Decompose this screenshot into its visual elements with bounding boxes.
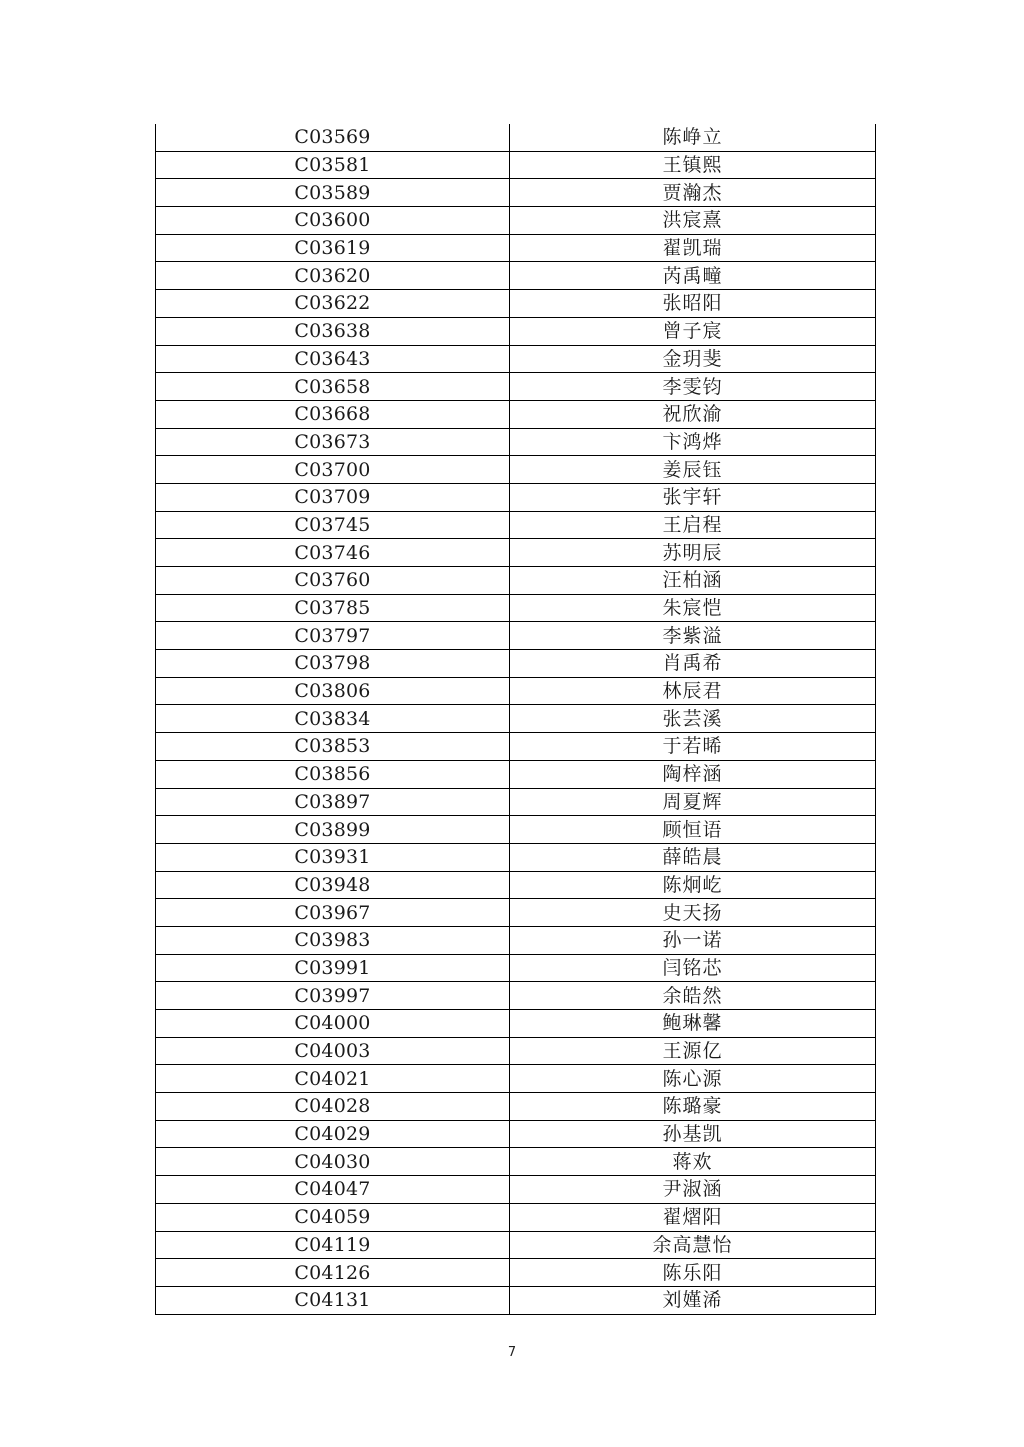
candidate-name-cell: 闫铭芯 [510, 954, 876, 982]
table-row [156, 871, 876, 899]
candidate-name-cell: 翟凯瑞 [510, 234, 876, 262]
candidate-name-cell: 肖禹希 [510, 650, 876, 678]
table-row [156, 1203, 876, 1231]
table-row [156, 1286, 876, 1314]
candidate-name-cell: 苏明辰 [510, 539, 876, 567]
table-row [156, 954, 876, 982]
candidate-code-cell: C03856 [156, 760, 510, 788]
candidate-name-cell: 卞鸿烨 [510, 428, 876, 456]
candidate-name-cell: 于若晞 [510, 733, 876, 761]
table-row [156, 262, 876, 290]
candidate-code-cell: C03967 [156, 899, 510, 927]
candidate-name-cell: 刘嫤浠 [510, 1286, 876, 1314]
candidate-code-cell: C04047 [156, 1176, 510, 1204]
candidate-code-cell: C03899 [156, 816, 510, 844]
table-row [156, 594, 876, 622]
table-row [156, 622, 876, 650]
candidate-name-cell: 芮禹疃 [510, 262, 876, 290]
candidate-code-cell: C03931 [156, 843, 510, 871]
candidate-code-cell: C03619 [156, 234, 510, 262]
table-row [156, 428, 876, 456]
candidate-name-cell: 贾瀚杰 [510, 179, 876, 207]
table-row [156, 926, 876, 954]
candidate-code-cell: C03673 [156, 428, 510, 456]
table-row [156, 899, 876, 927]
candidate-code-cell: C04000 [156, 1010, 510, 1038]
table-row [156, 1148, 876, 1176]
table-row [156, 677, 876, 705]
candidate-code-cell: C03638 [156, 317, 510, 345]
candidate-code-cell: C04131 [156, 1286, 510, 1314]
table-row [156, 1065, 876, 1093]
table-row [156, 733, 876, 761]
candidate-code-cell: C03745 [156, 511, 510, 539]
table-row [156, 816, 876, 844]
candidate-name-cell: 翟熠阳 [510, 1203, 876, 1231]
table-row [156, 179, 876, 207]
table-row [156, 1231, 876, 1259]
candidate-name-cell: 蒋欢 [510, 1148, 876, 1176]
table-row [156, 567, 876, 595]
candidate-code-cell: C03668 [156, 400, 510, 428]
candidate-code-cell: C03709 [156, 483, 510, 511]
table-row [156, 1010, 876, 1038]
candidate-name-cell: 王源亿 [510, 1037, 876, 1065]
table-row [156, 456, 876, 484]
table-row [156, 1037, 876, 1065]
candidate-name-cell: 鲍琳馨 [510, 1010, 876, 1038]
candidate-code-cell: C04021 [156, 1065, 510, 1093]
candidate-name-cell: 孙一诺 [510, 926, 876, 954]
candidate-code-cell: C04003 [156, 1037, 510, 1065]
roster-table [155, 124, 876, 1315]
table-row [156, 124, 876, 151]
candidate-code-cell: C03991 [156, 954, 510, 982]
candidate-code-cell: C03798 [156, 650, 510, 678]
candidate-code-cell: C04029 [156, 1120, 510, 1148]
table-row [156, 207, 876, 235]
table-row [156, 788, 876, 816]
candidate-name-cell: 李雯钧 [510, 373, 876, 401]
candidate-code-cell: C03853 [156, 733, 510, 761]
candidate-name-cell: 姜辰钰 [510, 456, 876, 484]
candidate-name-cell: 金玥斐 [510, 345, 876, 373]
candidate-code-cell: C04126 [156, 1259, 510, 1287]
candidate-code-cell: C03569 [156, 124, 510, 151]
candidate-code-cell: C03834 [156, 705, 510, 733]
candidate-code-cell: C03785 [156, 594, 510, 622]
page-number: 7 [507, 1345, 517, 1360]
candidate-name-cell: 孙基凯 [510, 1120, 876, 1148]
candidate-name-cell: 余高慧怡 [510, 1231, 876, 1259]
table-row [156, 234, 876, 262]
candidate-code-cell: C03897 [156, 788, 510, 816]
table-row [156, 843, 876, 871]
roster-table-container [155, 124, 875, 1315]
candidate-code-cell: C03658 [156, 373, 510, 401]
candidate-code-cell: C03620 [156, 262, 510, 290]
candidate-code-cell: C03948 [156, 871, 510, 899]
candidate-name-cell: 汪柏涵 [510, 567, 876, 595]
candidate-name-cell: 洪宸熹 [510, 207, 876, 235]
table-row [156, 151, 876, 179]
candidate-code-cell: C04028 [156, 1093, 510, 1121]
table-row [156, 760, 876, 788]
table-row [156, 1120, 876, 1148]
candidate-name-cell: 周夏辉 [510, 788, 876, 816]
candidate-name-cell: 朱宸恺 [510, 594, 876, 622]
table-row [156, 373, 876, 401]
candidate-code-cell: C03760 [156, 567, 510, 595]
candidate-code-cell: C03997 [156, 982, 510, 1010]
candidate-name-cell: 陶梓涵 [510, 760, 876, 788]
candidate-name-cell: 王镇熙 [510, 151, 876, 179]
table-row [156, 290, 876, 318]
table-row [156, 345, 876, 373]
candidate-name-cell: 张昭阳 [510, 290, 876, 318]
candidate-name-cell: 薛皓晨 [510, 843, 876, 871]
table-row [156, 483, 876, 511]
candidate-code-cell: C03589 [156, 179, 510, 207]
table-row [156, 317, 876, 345]
table-row [156, 511, 876, 539]
candidate-name-cell: 张宇轩 [510, 483, 876, 511]
roster-table-body [156, 124, 876, 1314]
candidate-name-cell: 陈炯屹 [510, 871, 876, 899]
table-row [156, 1093, 876, 1121]
candidate-name-cell: 王启程 [510, 511, 876, 539]
candidate-code-cell: C03600 [156, 207, 510, 235]
table-row [156, 650, 876, 678]
table-row [156, 1259, 876, 1287]
candidate-code-cell: C03797 [156, 622, 510, 650]
candidate-name-cell: 张芸溪 [510, 705, 876, 733]
candidate-name-cell: 林辰君 [510, 677, 876, 705]
table-row [156, 539, 876, 567]
candidate-name-cell: 李紫溢 [510, 622, 876, 650]
table-row [156, 400, 876, 428]
candidate-code-cell: C03806 [156, 677, 510, 705]
table-row [156, 982, 876, 1010]
candidate-code-cell: C03700 [156, 456, 510, 484]
candidate-code-cell: C04030 [156, 1148, 510, 1176]
candidate-name-cell: 余皓然 [510, 982, 876, 1010]
candidate-name-cell: 陈璐豪 [510, 1093, 876, 1121]
candidate-code-cell: C03581 [156, 151, 510, 179]
candidate-name-cell: 尹淑涵 [510, 1176, 876, 1204]
candidate-code-cell: C03983 [156, 926, 510, 954]
candidate-name-cell: 陈心源 [510, 1065, 876, 1093]
candidate-code-cell: C04119 [156, 1231, 510, 1259]
table-row [156, 705, 876, 733]
candidate-code-cell: C03643 [156, 345, 510, 373]
candidate-name-cell: 史天扬 [510, 899, 876, 927]
candidate-name-cell: 曾子宸 [510, 317, 876, 345]
table-row [156, 1176, 876, 1204]
candidate-code-cell: C03622 [156, 290, 510, 318]
candidate-name-cell: 陈乐阳 [510, 1259, 876, 1287]
candidate-code-cell: C04059 [156, 1203, 510, 1231]
candidate-name-cell: 祝欣渝 [510, 400, 876, 428]
candidate-code-cell: C03746 [156, 539, 510, 567]
candidate-name-cell: 陈峥立 [510, 124, 876, 151]
candidate-name-cell: 顾恒语 [510, 816, 876, 844]
